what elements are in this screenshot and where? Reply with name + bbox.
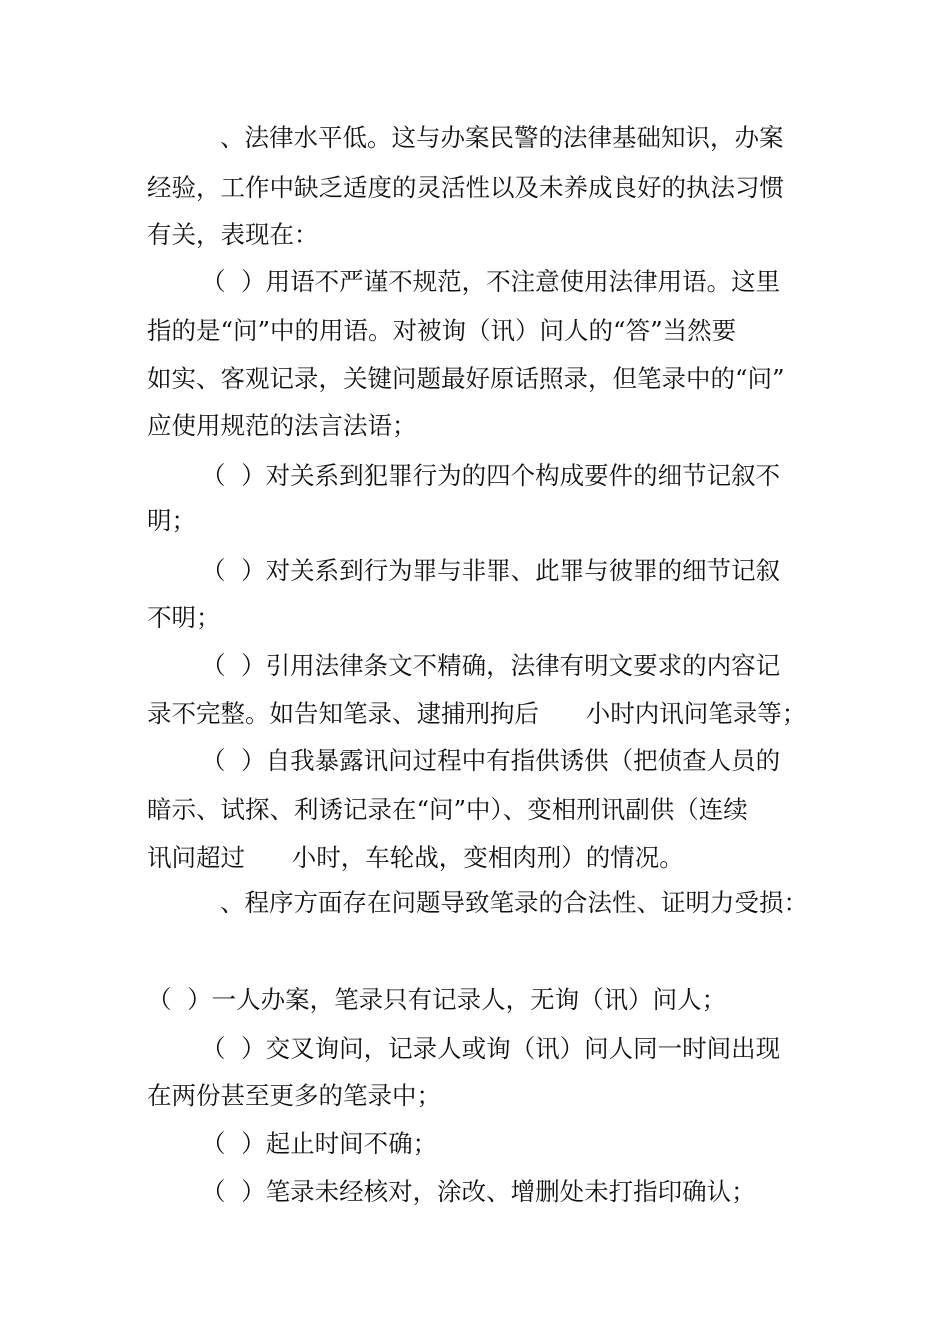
- text-line: 指的是“问”中的用语。对被询（讯）问人的“答”当然要: [147, 316, 737, 345]
- text-line: 、法律水平低。这与办案民警的法律基础知识，办案: [220, 123, 784, 152]
- text-line: （ ）用语不严谨不规范，不注意使用法律用语。这里: [201, 267, 781, 296]
- text-line: （ ）一人办案，笔录只有记录人，无询（讯）问人；: [147, 985, 727, 1014]
- text-line: 如实、客观记录，关键问题最好原话照录，但笔录中的“问”: [147, 364, 785, 393]
- text-line: 不明；: [147, 603, 221, 632]
- text-line: （ ）笔录未经核对，涂改、增删处未打指印确认；: [201, 1177, 756, 1206]
- text-line: 有关，表现在：: [147, 220, 319, 249]
- text-line: 明；: [147, 506, 196, 535]
- text-line: （ ）起止时间不确；: [201, 1129, 438, 1158]
- text-line: 暗示、试探、利诱记录在“问”中）、变相刑讯副供（连续: [147, 795, 748, 824]
- text-line: （ ）引用法律条文不精确，法律有明文要求的内容记: [201, 651, 781, 680]
- text-line: （ ）自我暴露讯问过程中有指供诱供（把侦查人员的: [201, 746, 781, 775]
- text-line: 经验，工作中缺乏适度的灵活性以及未养成良好的执法习惯: [147, 173, 784, 202]
- text-line: 、程序方面存在问题导致笔录的合法性、证明力受损：: [220, 888, 808, 917]
- text-line: 应使用规范的法言法语；: [147, 411, 417, 440]
- text-line: 在两份甚至更多的笔录中；: [147, 1081, 441, 1110]
- text-line: （ ）对关系到犯罪行为的四个构成要件的细节记叙不: [201, 461, 781, 490]
- text-line: 讯问超过 小时，车轮战，变相肉刑）的情况。: [147, 843, 684, 872]
- text-line: （ ）对关系到行为罪与非罪、此罪与彼罪的细节记叙: [201, 556, 781, 585]
- text-line: （ ）交叉询问，记录人或询（讯）问人同一时间出现: [201, 1034, 781, 1063]
- text-line: 录不完整。如告知笔录、逮捕刑拘后 小时内讯问笔录等；: [147, 699, 807, 728]
